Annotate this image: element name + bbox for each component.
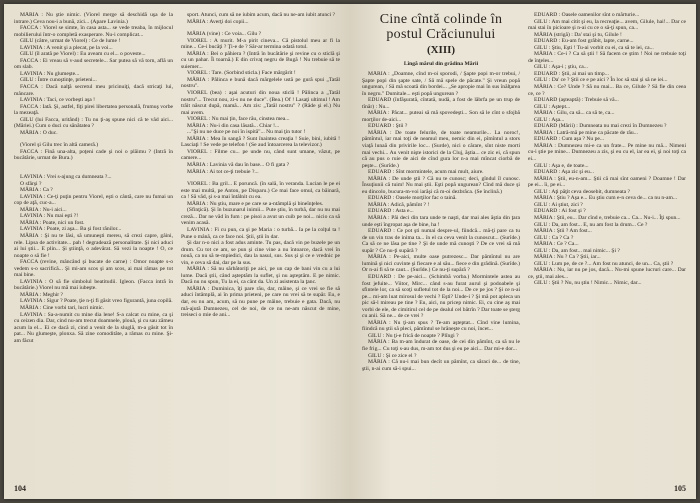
dialogue-line: GILU : Ai ştiut, zici ?	[534, 201, 583, 208]
dialogue-line: MĂRIA : Nu ştiu, mare e pe care se a-ntâmplă şi bineînţeles.	[187, 200, 324, 207]
dialogue-line: GILU : Aţi păţit ceva deosebit, dumneata ?	[534, 188, 630, 195]
dialogue-line: MĂRIA (strigă) : Da' stai şi tu, Gilule !	[534, 31, 622, 38]
dialogue-line: GILU (lui Facca, uritând) : Tu nu ţi-aş spune nici că te văd aici... (Măriei.) Cum o duci cu sănătatea ?	[14, 116, 173, 130]
dialogue-line: EDUARD : Cum aşa ? Nu pe...	[534, 136, 605, 143]
dialogue-line: VIOREL (bea) : aşai acuturi din noua sticlă ! Pălinca a „Tatăl nostru"... Trecut nou, zi-s nu ne duce". (Bea.) Of ! Lasaţi ultimul ! Am trăit născut după, mamă... Am zis: „Tatăl nostru" ? (Râde şi el.) Nu mai avem.	[181, 90, 340, 116]
dialogue-line: LAVINIA : O să fie simbolul beatitudii. Igleon. (Facca intră în bucătărie.) Viorel nu mă mai iubeşte.	[14, 278, 173, 292]
dialogue-line: MĂRIA : Ştii, eu... Dar cînd e, trebuie ca... Ca... Nu-i... Îţi spun...	[534, 214, 681, 221]
dialogue-line: MĂRIA : Duminica, îţi pare rău, dar, mâine, şi ce vrei se fie să aduci întâmplă, ai în prima prieteni, pe care nu vrei să te supăr. Eu, e dar, eu nu am, acum, să nu pune pe mâine, trebuie e gata. Dacă, nu mă-ajută Dumnezeu, cel de noi, de ce nu ne-am născut de mine, treiseci o mie de ani...	[181, 285, 340, 319]
dialogue-line: GILU : Ca ? Ca ?	[534, 234, 574, 241]
dialogue-line: MĂRIA : Şi nu te lăsi, să umuneşti mereu, să crezi capre, gâini, rele. Lipsa de activitate... pah ! degradează personalitate. Şi nici aduci ai lui ştii... E plin... Şi ştiinţă, o adevărat. Să vezi la noapte ! O, ce noapte o să fie !	[14, 232, 173, 259]
dialogue-line: MĂRIA : Ai tot ce-ţi trebuie ?...	[187, 168, 259, 175]
dialogue-line: FACCA : Dacă nalţă secretul meu pricinuiţi, dacă stricaţi lui, mâncare.	[14, 84, 173, 97]
dialogue-line: LAVINIA : Poate, zi aşa... Ba şi fost rănilor...	[20, 226, 122, 233]
dialogue-line: LAVINIA : Sa-a-numit cu mine dia lene! S-a calcat cu mine, ca şi cu ceizen dia. Dar, cind nu-am trecut doamnele, plouă, şi cu sau zămeu acum la el... Ei ce dacă zi, cind a venit de la sluglă, m-a găsit tot în pat... Nu glumeşte, plonxa. Să zine comodităte, a rămas cu mine. Şi-am făcut	[14, 311, 173, 344]
dialogue-line: GILU (către, urmat de Viorel) : Ce de lume !	[20, 38, 121, 45]
dialogue-line: EDUARD : Ştii ?	[368, 123, 408, 130]
dialogue-line: FACCA (revine, mâncând şi bucate de carne) : Omor noapte s-o vedem s-o sacrifică... Şi mi-am scos şi am scos, ai mai rămas pe tot mai bine.	[14, 259, 173, 279]
dialogue-line: (Viorel şi Gilu trec în altă cameră.)	[20, 142, 99, 149]
dialogue-line: GILU : Da, am fost... E, nu am fost la drum... Ce ?	[534, 221, 648, 228]
dialogue-line: GILU : Ştii ? Nu, nu ştiu ! Nimic... Nimic, dar...	[534, 280, 642, 287]
dialogue-line: GILU : Între cunoştinţe, prieteni...	[20, 77, 97, 84]
dialogue-line: MĂRIA : Ştii, eu-n-am... Ştii că mai sînt oameni ? Doamne ! Dar pe ei... îi, pe ei...	[528, 175, 686, 189]
dialogue-line: MĂRIA : Că nu-i mai bun decît un pămînt, ca săraci de... de tine, ştii, n-ai cum să-i spui...	[362, 359, 520, 372]
dialogue-line: EDUARD : Ai fost şi ?	[534, 208, 586, 215]
dialogue-line: MĂRIA : Meghir ?	[20, 291, 64, 298]
dialogue-line: LAVINIA : A venit şi a plecat, pe la voi...	[20, 44, 113, 51]
dialogue-line: FACCA : Viorel se simte, în casa asta... se vede treaba, în mijlocul mobilierului într-o completă exasperare. Nu-i complicat...	[14, 25, 173, 38]
dialogue-line: MĂRIA : De toate felurile, de toate neamurile... La noroc!, pămîntul, iar mai toţi de neamul meu, nemic din ei, pîmîntul a stors viaţă lunaă din privirile loc... (Surde), nici o cărare, sînt niste morti mai vechi... Au venit nişte istorici de la Cluj, ăştia... ce zic ei, că spun că au pus o ruie de aici de cînd gura lor n-a mai mîncat ciorbă de peşte... (Surîde.)	[362, 129, 520, 169]
dialogue-line: MĂRIA : Mea în sangă ? Sunt înaintea creaţia ! Suie, bini, iubită ! Lasciaţi ! Se vede pe telefon ! (Se aud întoarcerea la televizor.)	[181, 135, 340, 149]
dialogue-line: MĂRIA : Dumnezeu mi-e ca un frate... Pe mine nu mă... Nimeni cu-i ştie pe mine... Dumnezeu a zis, şi eu cu el, iar ea ei, şi noi toţi ca ei...	[528, 142, 686, 163]
dialogue-line: MĂRIA : Ştii ? Am fost...	[534, 228, 592, 235]
dialogue-line: GILU : Lum pe, de ce ?... Am fost nu atunci, de un... Ca, ştii ?	[534, 260, 674, 267]
dialogue-line: EDUARD (înfăşurată, cîntată, nudă, a fost de lăbrfa pe un trup de tînăr) : Nu...	[362, 97, 520, 110]
dialogue-line: MĂRIA : De unde ştii ? Că nu te cunosc; deci, gîndul îl cunosc. Însuţiunii că tuim! Nu mai ştii. Eşti popă ungurean? Cînd mă duce şi eu dincolo, bucura-m-voi iarăşi că m-oi dezbrăca. (Se înclină.)	[362, 175, 520, 195]
dialogue-line: MĂRIA : „Doamne, cînd m-oi sporodi, / Şapte popi m-or trebui, / Şapte popi din şapte sate, / Să mă spele de păcate." Şi vreun popă ungurean, / Să mă scoată din bordei... „Se apropie mai în sus înălţarea în negru." Dumitale... eşti popă ungurean ?	[362, 71, 520, 97]
dialogue-line: EDUARD : Ce pot şti numai despre-ul, fiindcă... mă-ţi pare ca tu de un vin tras de inima ta... în el ca ceva venit la cunoscut... (Surîde.) Ca să ce ne lăsa pe tine ? Şi de unde mă cunoşti ? De ce vrei să mă supăr ? Ce nu-ţi supără ?	[362, 228, 520, 254]
dialogue-line: MĂRIA : Lavinia vă dau în base... O fi gata ?	[187, 162, 290, 169]
page-number-left: 104	[14, 484, 26, 493]
dialogue-line: VIOREL : Tare. (Sorbind sticla.) Face mărgărit !	[187, 70, 296, 77]
dialogue-line: MĂRIA : Ca ?	[20, 187, 53, 194]
dialogue-line: EDUARD : Asta e...	[368, 208, 414, 215]
dialogue-line: FACCA : Iată. Şi, astfel, fiţi pirei libertatea personală, frumuş vorbe la mezeaţă.	[14, 103, 173, 117]
dialogue-line: GILU : Da, am fost... mai nimic... Şi ?	[534, 247, 620, 254]
right-page-column-2	[528, 12, 686, 482]
dialogue-line: LAVINIA : Nu glumeşte...	[20, 70, 80, 77]
dialogue-line: EDUARD : Sînt mormintele, acum mai mult, aiure.	[368, 169, 484, 176]
dialogue-line: MĂRIA : Nu-i aici...	[20, 206, 67, 213]
left-page-column-1	[14, 12, 173, 472]
dialogue-line: MĂRIA : Adică, pămînt ? !	[368, 201, 430, 208]
dialogue-line: MĂRIA : Nu-i din casa lăsată... Chiar !...	[187, 122, 280, 129]
dialogue-line: EDUARD : Oasele morţilor fac o taină.	[368, 195, 457, 202]
chapter-heading	[362, 12, 520, 68]
dialogue-line: GILU : Aştept...	[534, 103, 571, 110]
dialogue-line: Şi dar n-o nici a fost adus aminte. Tu pas, dacă vin pe buzele pe un drum. Cu tot ce am, se pun şi cine vine a nu întoarce, dacă vrei în nouă, ca nu să te-mpiedici, dau la nasul, sus. Sus şi şi ce e vrednic pe vin, e ceva să dai, dar pe la sus.	[181, 240, 340, 266]
dialogue-line: O sfârşi ?	[20, 180, 42, 187]
dialogue-line: MĂRIA : Ce? Unde ? Să nu mai... Ba ce, Gilule ? Să fie din ceea ce, ce ?	[528, 84, 686, 97]
dialogue-line: MĂRIA : Ce-i ? Ca să ştii ! Să facem ce ştim ! Noi ne trebuie toţi de înţeles...	[528, 51, 686, 64]
left-page-column-2	[181, 12, 340, 472]
dialogue-line: GILU : Aşa...	[534, 116, 565, 123]
chapter-part: (XIII)	[426, 44, 456, 56]
dialogue-line: LAVINIA : Fi cu pun, ca şi pe Maria : o turbă... Ia pe la colţul ta ! Pune o mână, ca ce face noi. Ştii, ştii în dar.	[181, 226, 340, 240]
dialogue-line: FACCA : Fină una-alta, poţeni cade şi noi o plăimu ? (Intră în bucătărie, urmat de Bura.)	[14, 148, 173, 162]
dialogue-line: LAVINIA : Ce-ţi puţin pentru Viorel, eşti o cântă, care nu fumai un cop de aţă, cuc-a...	[14, 193, 173, 207]
dialogue-line: EDUARD : Oasele oamenilor sînt o mărturie...	[534, 12, 640, 18]
dialogue-line: GILU : Am mai citit şi eu, la recreaţie... avem, Gilule, hai!... Dar ce mai stai în picioare şi n-ai cu ce o să-ţi spun, ca...	[528, 18, 686, 32]
dialogue-line: GILU : Ştiu, Eşti ! Tu-ai vorbit cu ei, ca să te iei, ca...	[534, 44, 654, 51]
dialogue-line: GILU : Nu ţi-e frică de noapte ? Plîngi ?	[368, 332, 459, 339]
dialogue-line: MĂRIA : Gilu, ca să... ca să te, ca...	[534, 110, 615, 117]
dialogue-line: VIOREL : Nu mai ţin, face rău, cinstea mea...	[187, 116, 290, 123]
dialogue-line: GILU : Aşa-i ; ştiu, ca...	[534, 64, 588, 71]
dialogue-line: GILU : Şi ce zice el ?	[368, 352, 417, 359]
dialogue-line: VIOREL : A murit. M-a pirit cineva... Că pistolul meu ar fi la mine... Ce-i bucăţi ? Ţi-e de ? Săr-ar termina odată totul.	[181, 37, 340, 51]
dialogue-line: GILU : Aşa e, de toate...	[534, 162, 589, 169]
dialogue-line: MĂRIA : Cine vorbi tari, lucri nimic.	[20, 304, 104, 311]
dialogue-line: FACCA : Ei vreau să v-aud secretele... Sar putea să vă torn, află un om slab.	[14, 57, 173, 71]
right-page-column-1	[362, 71, 520, 482]
dialogue-line: MĂRIA : Bei o păhiera ? (Intră în bucătărie şi revine cu o sticlă şi cu un pahar. Îi toarnă.) E din crivaţ negru de Bugă ! Nu trebuie să te suiemer...	[181, 50, 340, 70]
dialogue-line: MĂRIA : Poate, nici un fost.	[20, 219, 85, 226]
chapter-title: Cine cîntă colinde în postul Crăciunului	[379, 12, 503, 42]
dialogue-line: MĂRIA : Nu ştie nimic. (Viorel merge să deschidă uşa de la intrare.) Ceva nou-i a bună, zici... (Apare Lavinia.)	[14, 12, 173, 25]
scene-subtitle: Lîngă mărul din grădina Mării	[403, 61, 479, 67]
dialogue-line: VIOREL : Ba gril... E poruncă. (în sală, în veranda. Lucian le pe ei este mai multă, pe Anton, pe Disparu.) Ce mai face omul, ca băinară, ca ! Să văd, şi s-a mai întâlnit cu ea.	[181, 181, 340, 201]
dialogue-line: MĂRIA : Nu ? Ca ? Ştii, iar...	[534, 254, 601, 261]
dialogue-line: MĂRIA : Pălinca e bună dacă mărgelele ustă pe gură spui „Tatăl nostru".	[181, 76, 340, 90]
dialogue-line: EDUARD : De pe-aici... (Schimbă vorba.) Mormintele astea au fost jefuite... Viitor, Mirc... când s-au furat aurul şi podoabele şi sfintele lor, ca să scoţi sufletul tot de la noi... De ce pe jos ? Şi ce n-ai pe... mi-am luat mirosul de vechi ? Eşti? Unde-i ? Şi mă pot apleca un pic să-l mireau pe tine ? Eu, aici, nu pricep nimic. Ei, cu cine aş mai vorbi de ele, de cimitirul cel de pe dealul cel bătrîn ? Dar toate se şterg cu anii. Să ne... de ce vrei ?	[362, 273, 520, 320]
dialogue-line: MĂRIA (vine) : Ce voia... Gilu ?	[187, 31, 262, 38]
dialogue-line: MĂRIA : Averţi doi copii...	[187, 18, 249, 25]
dialogue-line: VIOREL : Filme cu... pe unde nu, când sunt umane, văzut, pe camere...	[181, 148, 340, 162]
dialogue-line: EDUARD : Eu-am fost grăbit, lapte, carne...	[534, 38, 634, 45]
dialogue-line: MĂRIA : Nu, iar nu pe jos, dacă... Nu-mi spune lucruri care... Dar ce, ştii, mai ales...	[528, 267, 686, 280]
dialogue-line: MĂRIA : Nu ţi-am spus ? Te-am aşteptat... Cînd vine lumina, fiindcă nu ştii să pleci, pămîntul se hrăneşte cu noi, încet...	[362, 319, 520, 333]
dialogue-line: EDUARD (Mării) : Dumneata nu mai crezi în Dumnezeu ?	[534, 123, 667, 130]
dialogue-line: MĂRIA : Să nu sărbătoriţi pe aici, pe un cap de bani vin cu a lui lume. Dacă ştii, când aşteptăm la suflet, şi nu aşteptăm. E pe nimic. Dacă nu nu spun, Tu la ei, ca cânt da. Un zi asistenta la ţanc.	[181, 266, 340, 286]
dialogue-line: ..."Şi nu ne duce pe noi în ispită"... Nu mai ţin tutor !	[187, 129, 306, 136]
book-spread	[4, 4, 696, 499]
dialogue-line: (Sfinţică). Şi în buzunarul inimii... Pute ştiu, în turbă, dar nu nu mai creză... Dar ne văd în fum : pe pisoi a avut un cuib pe noi... nicio ca să venim acasă.	[181, 207, 340, 227]
dialogue-line: sport. Atunci, cum să ne iubim acum, dacă nu ne-am iubit atunci ?	[187, 12, 336, 18]
dialogue-line: MĂRIA : Ba m-am îndurat de oase, de cei din pămînt, ca să nu le fie frig... Cu toţi s-au dus, m-am tot dus şi eu pe aici... Dar mi-e dor...	[362, 339, 520, 352]
dialogue-line: MĂRIA : Ştiu ? Aşa e... Eu ştiu cum e-n ceva de... ca nu n-am...	[534, 195, 678, 202]
dialogue-line: EDUARD (aşteaptă) : Trebuie să vă...	[534, 97, 619, 104]
dialogue-line: EDUARD : Ştii, ai mai un timp...	[534, 70, 609, 77]
page-number-right: 105	[674, 484, 686, 493]
dialogue-line: GILU (îl arată pe Viorel) : Eu aveam cu el... o poveste...	[20, 51, 146, 58]
dialogue-line: MĂRIA : Latră-mă pe mine ca păcate de rău...	[534, 129, 638, 136]
left-page	[4, 4, 350, 499]
dialogue-line: LAVINIA : Nu mai eşti ?!	[20, 213, 79, 220]
dialogue-line: MĂRIA : Păi deci din tara unde te naşti, dar mai ales ăştia din ţara unde eşti îngropat aşa de bine, ha !	[362, 215, 520, 228]
dialogue-line: MĂRIA : Ce ? Ca...	[534, 241, 579, 248]
dialogue-line: MĂRIA : O duc.	[20, 129, 58, 136]
dialogue-line: MĂRIA : Păcat... puteai să mă spovedeşti... Son să le cînt o sfojbă morţilor de-aici...	[362, 110, 520, 123]
dialogue-line: MĂRIA : Pe-aici, multe oase putrezesc... Dar pămîntul nu are lumină şi nici cuvinte şi fiecare e al său... fiece e din grădină. (Surîde.) Or n-ai fi să te caut... (Surîde.) Ce nu-ţi supără ?	[362, 254, 520, 274]
dialogue-line: LAVINIA : Taci, ce vorbeşti aşa !	[20, 97, 96, 104]
dialogue-line: EDUARD : Aşa zic şi eu...	[534, 169, 594, 176]
right-page	[350, 4, 696, 499]
dialogue-line: LAVINIA : Sigur ? Poate, ţie n-ţi fi găsit vreo figurantă, juna copilă.	[20, 298, 173, 305]
dialogue-line: LAVINIA : Vrei s-ajung ca dumneata ?...	[20, 174, 112, 181]
dialogue-line: GILU : Da' ce ? Ştii ce e pe aici ? În loc să stai şi să ne iei...	[534, 77, 668, 84]
